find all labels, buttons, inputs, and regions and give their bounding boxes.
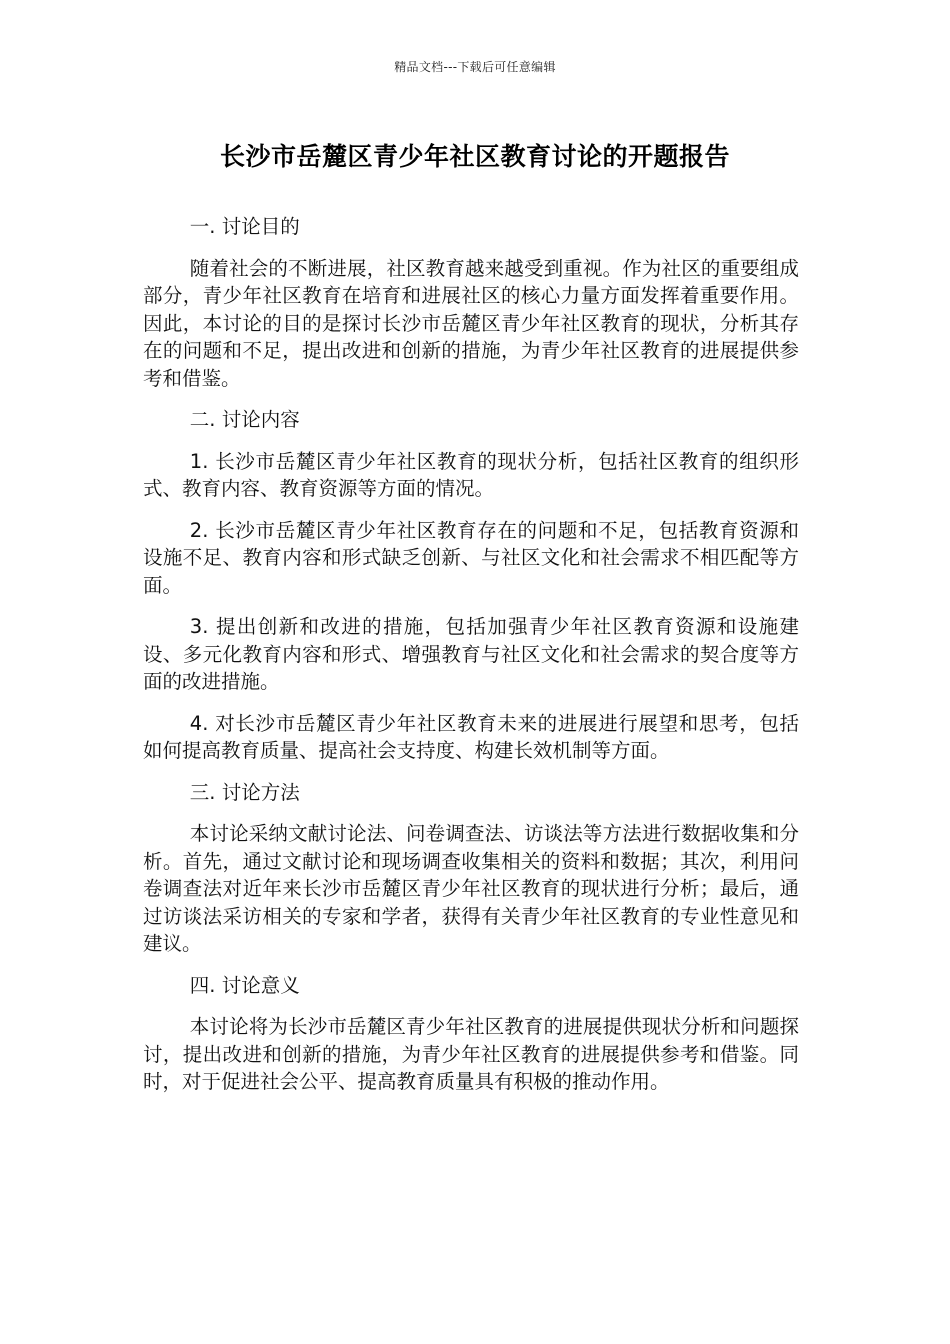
section-heading-method: 三. 讨论方法: [189, 780, 300, 804]
paragraph-purpose: 随着社会的不断进展，社区教育越来越受到重视。作为社区的重要组成部分，青少年社区教育在培育和进展社区的核心力量方面发挥着重要作用。因此，本讨论的目的是探讨长沙市岳麓区青少年社区教育的现状，分析其存在的问题和不足，提出改进和创新的措施，为青少年社区教育的进展提供参考和借鉴。: [143, 256, 799, 390]
section-heading-content: 二. 讨论内容: [189, 408, 300, 431]
content-item-3: 3. 提出创新和改进的措施，包括加强青少年社区教育资源和设施建设、多元化教育内容和形式、增强教育与社区文化和社会需求的契合度等方面的改进措施。: [143, 615, 799, 693]
content-item-1: 1. 长沙市岳麓区青少年社区教育的现状分析，包括社区教育的组织形式、教育内容、教育资源等方面的情况。: [143, 449, 799, 500]
content-item-4: 4. 对长沙市岳麓区青少年社区教育未来的进展进行展望和思考，包括如何提高教育质量、提高社会支持度、构建长效机制等方面。: [143, 711, 799, 762]
paragraph-significance: 本讨论将为长沙市岳麓区青少年社区教育的进展提供现状分析和问题探讨，提出改进和创新的措施，为青少年社区教育的进展提供参考和借鉴。同时，对于促进社会公平、提高教育质量具有积极的推动作用。: [143, 1015, 799, 1093]
document-title: 长沙市岳麓区青少年社区教育讨论的开题报告: [219, 142, 730, 171]
content-item-2: 2. 长沙市岳麓区青少年社区教育存在的问题和不足，包括教育资源和设施不足、教育内容和形式缺乏创新、与社区文化和社会需求不相匹配等方面。: [143, 518, 799, 597]
page-header: 精品文档---下载后可任意编辑: [394, 60, 556, 74]
section-heading-purpose: 一. 讨论目的: [189, 215, 300, 238]
paragraph-method: 本讨论采纳文献讨论法、问卷调查法、访谈法等方法进行数据收集和分析。首先，通过文献讨论和现场调查收集相关的资料和数据；其次，利用问卷调查法对近年来长沙市岳麓区青少年社区教育的现状进行分析；最后，通过访谈法采访相关的专家和学者，获得有关青少年社区教育的专业性意见和建议。: [143, 822, 799, 955]
document-body: [143, 213, 799, 1110]
section-heading-significance: 四. 讨论意义: [189, 973, 300, 997]
